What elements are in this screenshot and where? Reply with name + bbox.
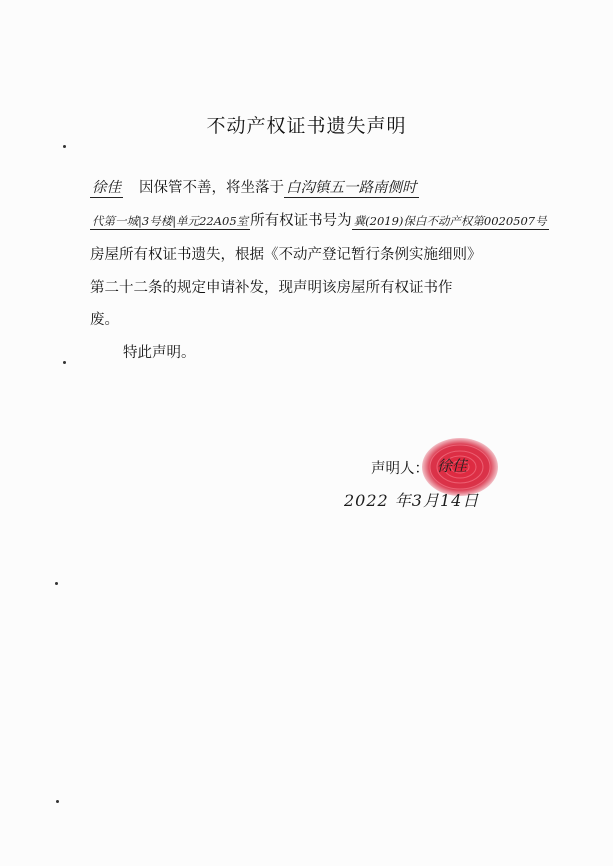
handwritten-name: 徐佳 <box>92 180 121 196</box>
handwritten-address-part1: 白沟镇五一路南侧时 <box>286 180 417 196</box>
paragraph-line-3: 房屋所有权证书遗失，根据《不动产登记暂行条例实施细则》 <box>90 247 482 263</box>
handwritten-address-part2: 代第一城|3号楼|单元22A05室 <box>92 214 249 228</box>
paragraph-line-4: 第二十二条的规定申请补发，现声明该房屋所有权证书作 <box>90 280 453 296</box>
document-title: 不动产权证书遗失声明 <box>206 115 407 137</box>
paragraph-text: 因保管不善，将坐落于 <box>139 180 284 196</box>
declarant-label: 声明人： <box>371 461 429 477</box>
declaration-date: 2022 年3月14日 <box>344 491 480 510</box>
scan-mark <box>63 361 66 364</box>
handwritten-certificate-number: 冀(2019)保白不动产权第0020507号 <box>353 214 547 228</box>
paragraph-text: 所有权证书号为 <box>250 213 352 229</box>
paragraph-line-1 <box>90 176 419 197</box>
declarant-signature: 徐佳 <box>437 457 468 475</box>
scan-mark <box>63 145 66 148</box>
scan-mark <box>55 582 58 585</box>
scan-mark <box>56 800 59 803</box>
paragraph-line-5: 废。 <box>90 312 119 328</box>
closing-statement: 特此声明。 <box>123 345 196 361</box>
paragraph-line-2 <box>90 209 549 230</box>
